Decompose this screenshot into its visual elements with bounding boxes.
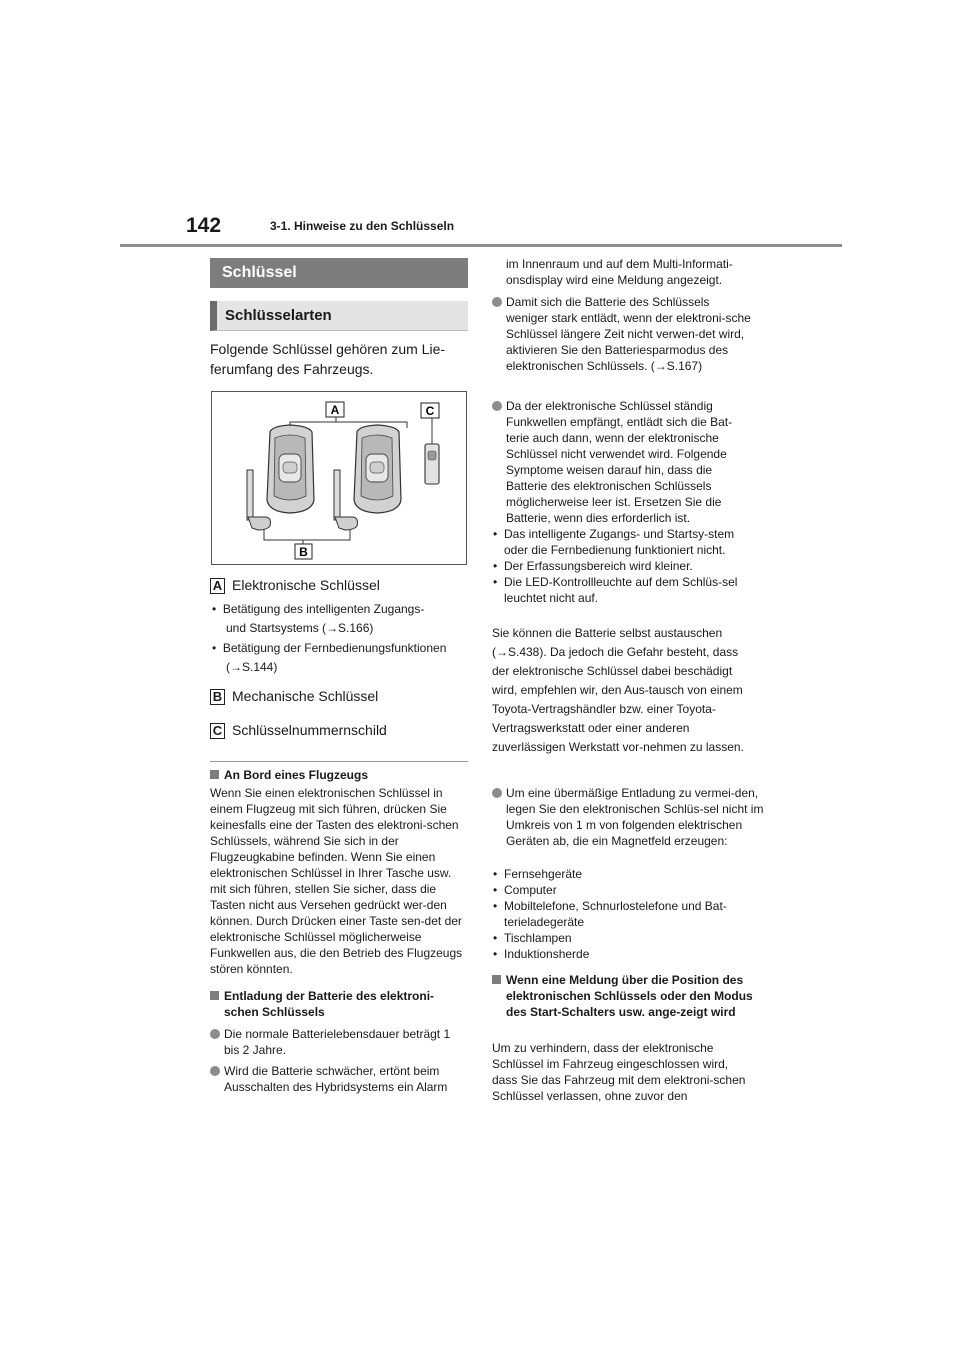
legend-a-bullet-1-line1: Betätigung des intelligenten Zugangs- [222, 602, 425, 616]
right-bullet-1: Damit sich die Batterie des Schlüssels weniger stark entlädt, wenn der elektroni-sche Schlüssel längere Zeit nicht verwen-det wird, aktivieren Sie den Batteriesparmodus des elektronischen Schlüssels. (→S.167) [492, 294, 752, 374]
symptom-item: • Das intelligente Zugangs- und Startsy-stem oder die Fernbedienung funktioniert nicht. [492, 526, 752, 558]
battery-heading: Entladung der Batterie des elektroni-schen Schlüssels [210, 988, 468, 1020]
legend-a-bullet-2-line1: Betätigung der Fernbedienungsfunktionen [222, 641, 447, 655]
flight-text: Wenn Sie einen elektronischen Schlüssel in einem Flugzeug mit sich führen, drücken Sie keinesfalls eine der Tasten des elektroni-schen Schlüssels, während Sie sich in der Flugzeugkabine befinden. Wenn Sie einen elektronischen Schlüssel in Ihrer Tasche usw. mit sich führen, stellen Sie sicher, dass die Tasten nicht aus Versehen gedrückt wer-den können. Durch Drücken einer Taste sen-det der elektronische Schlüssel möglicherweise Funkwellen aus, die den Betrieb des Flugzeugs stören könnten. [210, 786, 463, 976]
device-item: • Computer [492, 882, 754, 898]
message-text: Um zu verhindern, dass der elektronische Schlüssel im Fahrzeug eingeschlossen wird, dass Sie das Fahrzeug mit dem elektroni-schen Schlüssel verlassen, ohne zuvor den [492, 1041, 746, 1103]
label-c [421, 403, 439, 418]
device-list [492, 866, 754, 962]
right-bullet-3: Um eine übermäßige Entladung zu vermei-den, legen Sie den elektronischen Schlüs-sel nicht im Umkreis von 1 m von folgenden elektrischen Geräten ab, die ein Magnetfeld erzeugen: [492, 785, 766, 849]
legend-b-text: Mechanische Schlüssel [232, 688, 379, 704]
subsection-title: Schlüsselarten [210, 301, 468, 331]
battery-bullet-2: Wird die Batterie schwächer, ertönt beim Ausschalten des Hybridsystems ein Alarm [210, 1063, 468, 1095]
symptom-item: • Der Erfassungsbereich wird kleiner. [492, 558, 752, 574]
section-title: Schlüssel [210, 258, 468, 288]
flight-heading: An Bord eines Flugzeugs [210, 767, 468, 783]
chapter-title: 3-1. Hinweise zu den Schlüsseln [270, 219, 455, 233]
device-item: • Fernsehgeräte [492, 866, 754, 882]
keys-figure [211, 391, 467, 565]
label-c-text: C [425, 404, 435, 418]
battery-bullet-1: Die normale Batterielebensdauer beträgt 1 bis 2 Jahre. [210, 1026, 468, 1058]
intro-line-2: ferumfang des Fahrzeugs. [210, 361, 374, 377]
label-b [295, 544, 312, 559]
symptom-item: • Die LED-Kontrollleuchte auf dem Schlüs-sel leuchtet nicht auf. [492, 574, 752, 606]
legend-b-box: B [210, 689, 225, 705]
battery-replace-text: Sie können die Batterie selbst austauschen (→S.438). Da jedoch die Gefahr besteht, dass der elektronische Schlüssel dabei beschädigt wird, empfehlen wir, den Aus-tausch von einem Toyota-Vertragshändler bzw. einer Toyota-Vertragswerkstatt oder einer anderen zuverlässigen Werkstatt vor-nehmen zu lassen. [492, 626, 744, 754]
legend-a-bullet-1-cont: und Startsystems (→S.166) [226, 621, 374, 635]
label-a [326, 402, 344, 417]
keys-illustration [212, 392, 466, 564]
key-number-plate [425, 444, 439, 484]
device-item: • Induktionsherde [492, 946, 754, 962]
label-b-text: B [299, 545, 308, 559]
legend-b [210, 688, 468, 705]
message-heading: Wenn eine Meldung über die Position des elektronischen Schlüssels oder den Modus des Start-Schalters usw. ange-zeigt wird [492, 972, 758, 1020]
smart-key-2 [354, 425, 401, 513]
smart-key-1 [267, 425, 314, 513]
legend-a-text: Elektronische Schlüssel [232, 577, 380, 593]
legend-c-box: C [210, 723, 225, 739]
legend-a-bullet-2: • Betätigung der Fernbedienungsfunktionen [212, 641, 447, 655]
section-divider [210, 761, 468, 762]
legend-c [210, 722, 468, 739]
page-number: 142 [186, 214, 222, 237]
right-bullet-2: Da der elektronische Schlüssel ständig Funkwellen empfängt, entlädt sich die Bat-terie auch dann, wenn der elektronische Schlüssel nicht verwendet wird. Folgende Symptome weisen darauf hin, dass die Batterie des elektronischen Schlüssels möglicherweise leer ist. Ersetzen Sie die Batterie, wenn dies erforderlich ist. [492, 398, 752, 526]
label-a-text: A [330, 403, 340, 417]
legend-a-bullet-1: • Betätigung des intelligenten Zugangs- [212, 602, 425, 616]
right-continued-text: im Innenraum und auf dem Multi-Informati-onsdisplay wird eine Meldung angezeigt. [506, 257, 733, 287]
device-item: • Tischlampen [492, 930, 754, 946]
legend-a-box: A [210, 578, 225, 594]
header-rule [120, 244, 842, 247]
legend-c-text: Schlüsselnummernschild [232, 722, 387, 738]
legend-a [210, 577, 468, 594]
symptom-list [492, 526, 752, 606]
legend-a-bullet-2-cont: (→S.144) [226, 660, 278, 674]
device-item: • Mobiltelefone, Schnurlostelefone und Bat-terieladegeräte [492, 898, 754, 930]
intro-line-1: Folgende Schlüssel gehören zum Lie- [210, 341, 446, 357]
